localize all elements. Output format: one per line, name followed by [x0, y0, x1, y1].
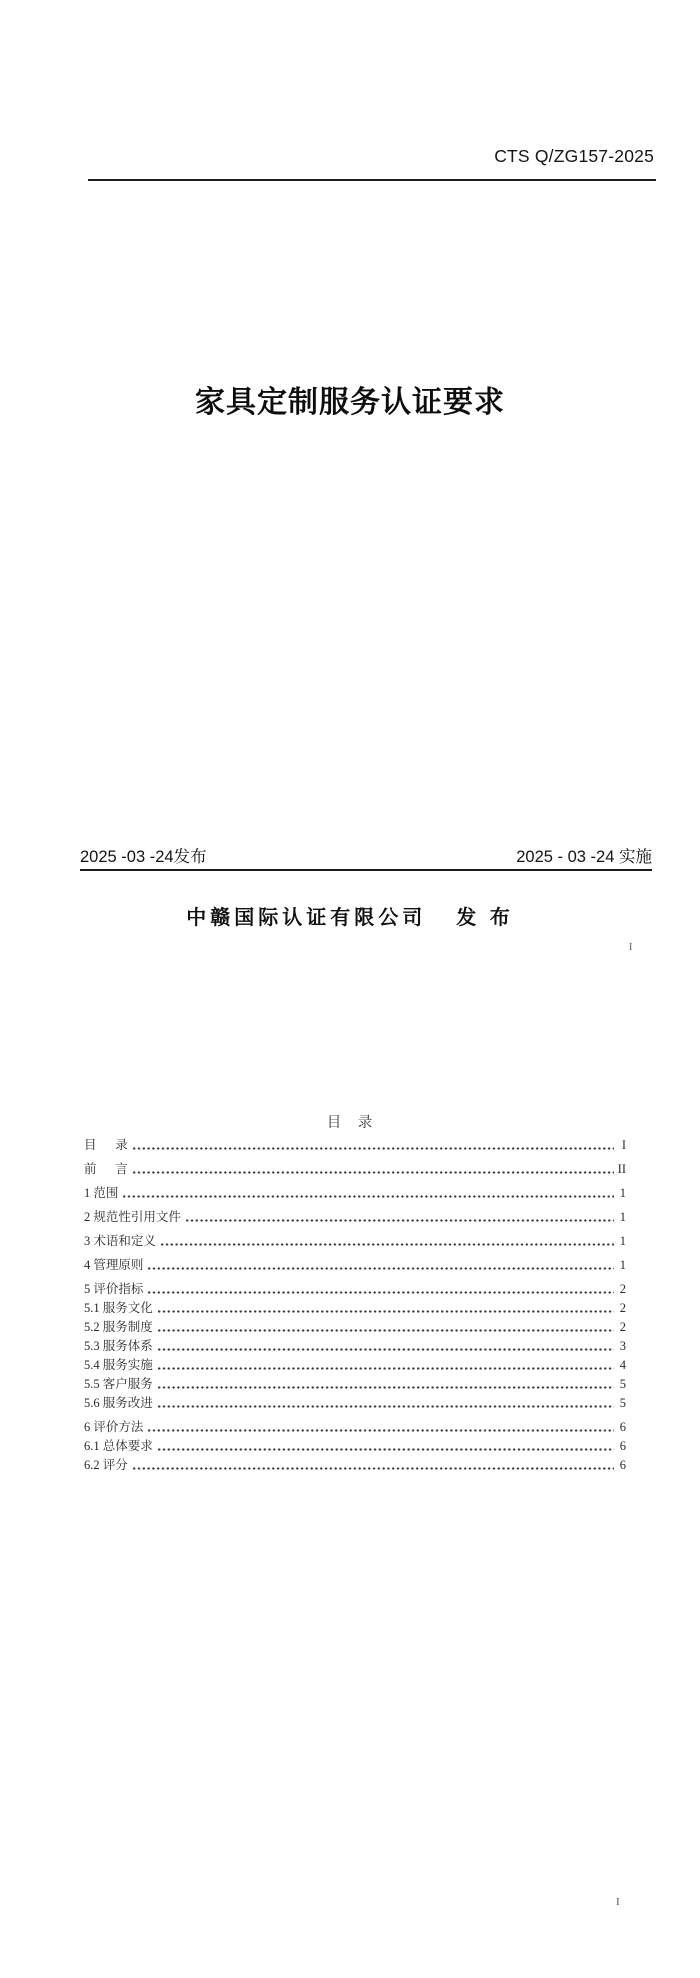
- header-rule: [88, 179, 656, 181]
- toc-entry: [84, 1421, 626, 1434]
- dot-leader: [158, 1405, 614, 1408]
- dot-leader: [133, 1171, 614, 1174]
- dot-leader: [158, 1329, 614, 1332]
- toc-entry: [84, 1211, 626, 1224]
- toc-entry-page: 2: [619, 1282, 626, 1296]
- toc-entry-page: 1: [619, 1234, 626, 1248]
- toc-page-number: I: [616, 1896, 620, 1908]
- dot-leader: [158, 1348, 614, 1351]
- dates-row: [80, 843, 652, 867]
- toc-entry-label: 5.6 服务改进: [84, 1396, 153, 1410]
- dot-leader: [161, 1243, 614, 1246]
- dot-leader: [148, 1267, 614, 1270]
- toc-entry-page: 4: [619, 1358, 626, 1372]
- toc-entry-page: I: [621, 1138, 626, 1152]
- toc-entry: [84, 1459, 626, 1472]
- toc-entry-label: 3 术语和定义: [84, 1234, 156, 1248]
- publish-label: 发 布: [456, 907, 514, 929]
- toc-entry-label: 目 录: [84, 1138, 128, 1152]
- company-name: 中赣国际认证有限公司: [186, 907, 427, 929]
- toc-list: [84, 1139, 626, 1472]
- toc-entry: [84, 1378, 626, 1391]
- toc-entry: [84, 1359, 626, 1372]
- toc-entry-label: 2 规范性引用文件: [84, 1210, 181, 1224]
- dot-leader: [133, 1467, 614, 1470]
- dot-leader: [158, 1367, 614, 1370]
- toc-entry-page: 1: [619, 1258, 626, 1272]
- dates-rule: [80, 869, 652, 871]
- toc-entry-label: 5 评价指标: [84, 1282, 144, 1296]
- toc-entry-page: 6: [619, 1420, 626, 1434]
- toc-entry: [84, 1440, 626, 1453]
- document-title: 家具定制服务认证要求: [195, 386, 505, 419]
- toc-entry: [84, 1321, 626, 1334]
- toc-entry: [84, 1302, 626, 1315]
- toc-entry: [84, 1187, 626, 1200]
- toc-entry-page: 1: [619, 1210, 626, 1224]
- toc-entry-label: 5.5 客户服务: [84, 1377, 153, 1391]
- toc-entry-label: 前 言: [84, 1162, 128, 1176]
- dot-leader: [123, 1195, 614, 1198]
- toc-entry-label: 1 范围: [84, 1186, 119, 1200]
- toc-entry: [84, 1397, 626, 1410]
- toc-entry-label: 4 管理原则: [84, 1258, 144, 1272]
- toc-entry-label: 6.1 总体要求: [84, 1439, 153, 1453]
- toc-entry-label: 5.2 服务制度: [84, 1320, 153, 1334]
- toc-entry-label: 6.2 评分: [84, 1458, 128, 1472]
- publisher-row: [0, 901, 700, 930]
- toc-entry-page: II: [617, 1162, 626, 1176]
- toc-entry-label: 5.4 服务实施: [84, 1358, 153, 1372]
- dot-leader: [158, 1386, 614, 1389]
- release-date: 2025 -03 -24发布: [80, 848, 207, 866]
- toc-entry-page: 6: [619, 1458, 626, 1472]
- toc-entry: [84, 1283, 626, 1296]
- toc-entry: [84, 1139, 626, 1152]
- toc-entry: [84, 1235, 626, 1248]
- toc-heading: 目 录: [326, 1115, 374, 1131]
- toc-entry: [84, 1340, 626, 1353]
- dot-leader: [133, 1147, 614, 1150]
- toc-entry-page: 1: [619, 1186, 626, 1200]
- dot-leader: [158, 1448, 614, 1451]
- toc-entry-label: 5.1 服务文化: [84, 1301, 153, 1315]
- toc-entry-page: 5: [619, 1377, 626, 1391]
- toc-entry-page: 2: [619, 1301, 626, 1315]
- implementation-date: 2025 - 03 -24 实施: [516, 848, 652, 866]
- dot-leader: [148, 1429, 614, 1432]
- toc-entry: [84, 1259, 626, 1272]
- dot-leader: [148, 1291, 614, 1294]
- standard-code: CTS Q/ZG157-2025: [494, 146, 654, 166]
- toc-entry-page: 5: [619, 1396, 626, 1410]
- toc-entry: [84, 1163, 626, 1176]
- dot-leader: [158, 1310, 614, 1313]
- cover-page-number: I: [629, 942, 633, 953]
- toc-entry-page: 6: [619, 1439, 626, 1453]
- toc-entry-page: 3: [619, 1339, 626, 1353]
- toc-entry-label: 6 评价方法: [84, 1420, 144, 1434]
- toc-entry-page: 2: [619, 1320, 626, 1334]
- toc-entry-label: 5.3 服务体系: [84, 1339, 153, 1353]
- dot-leader: [186, 1219, 614, 1222]
